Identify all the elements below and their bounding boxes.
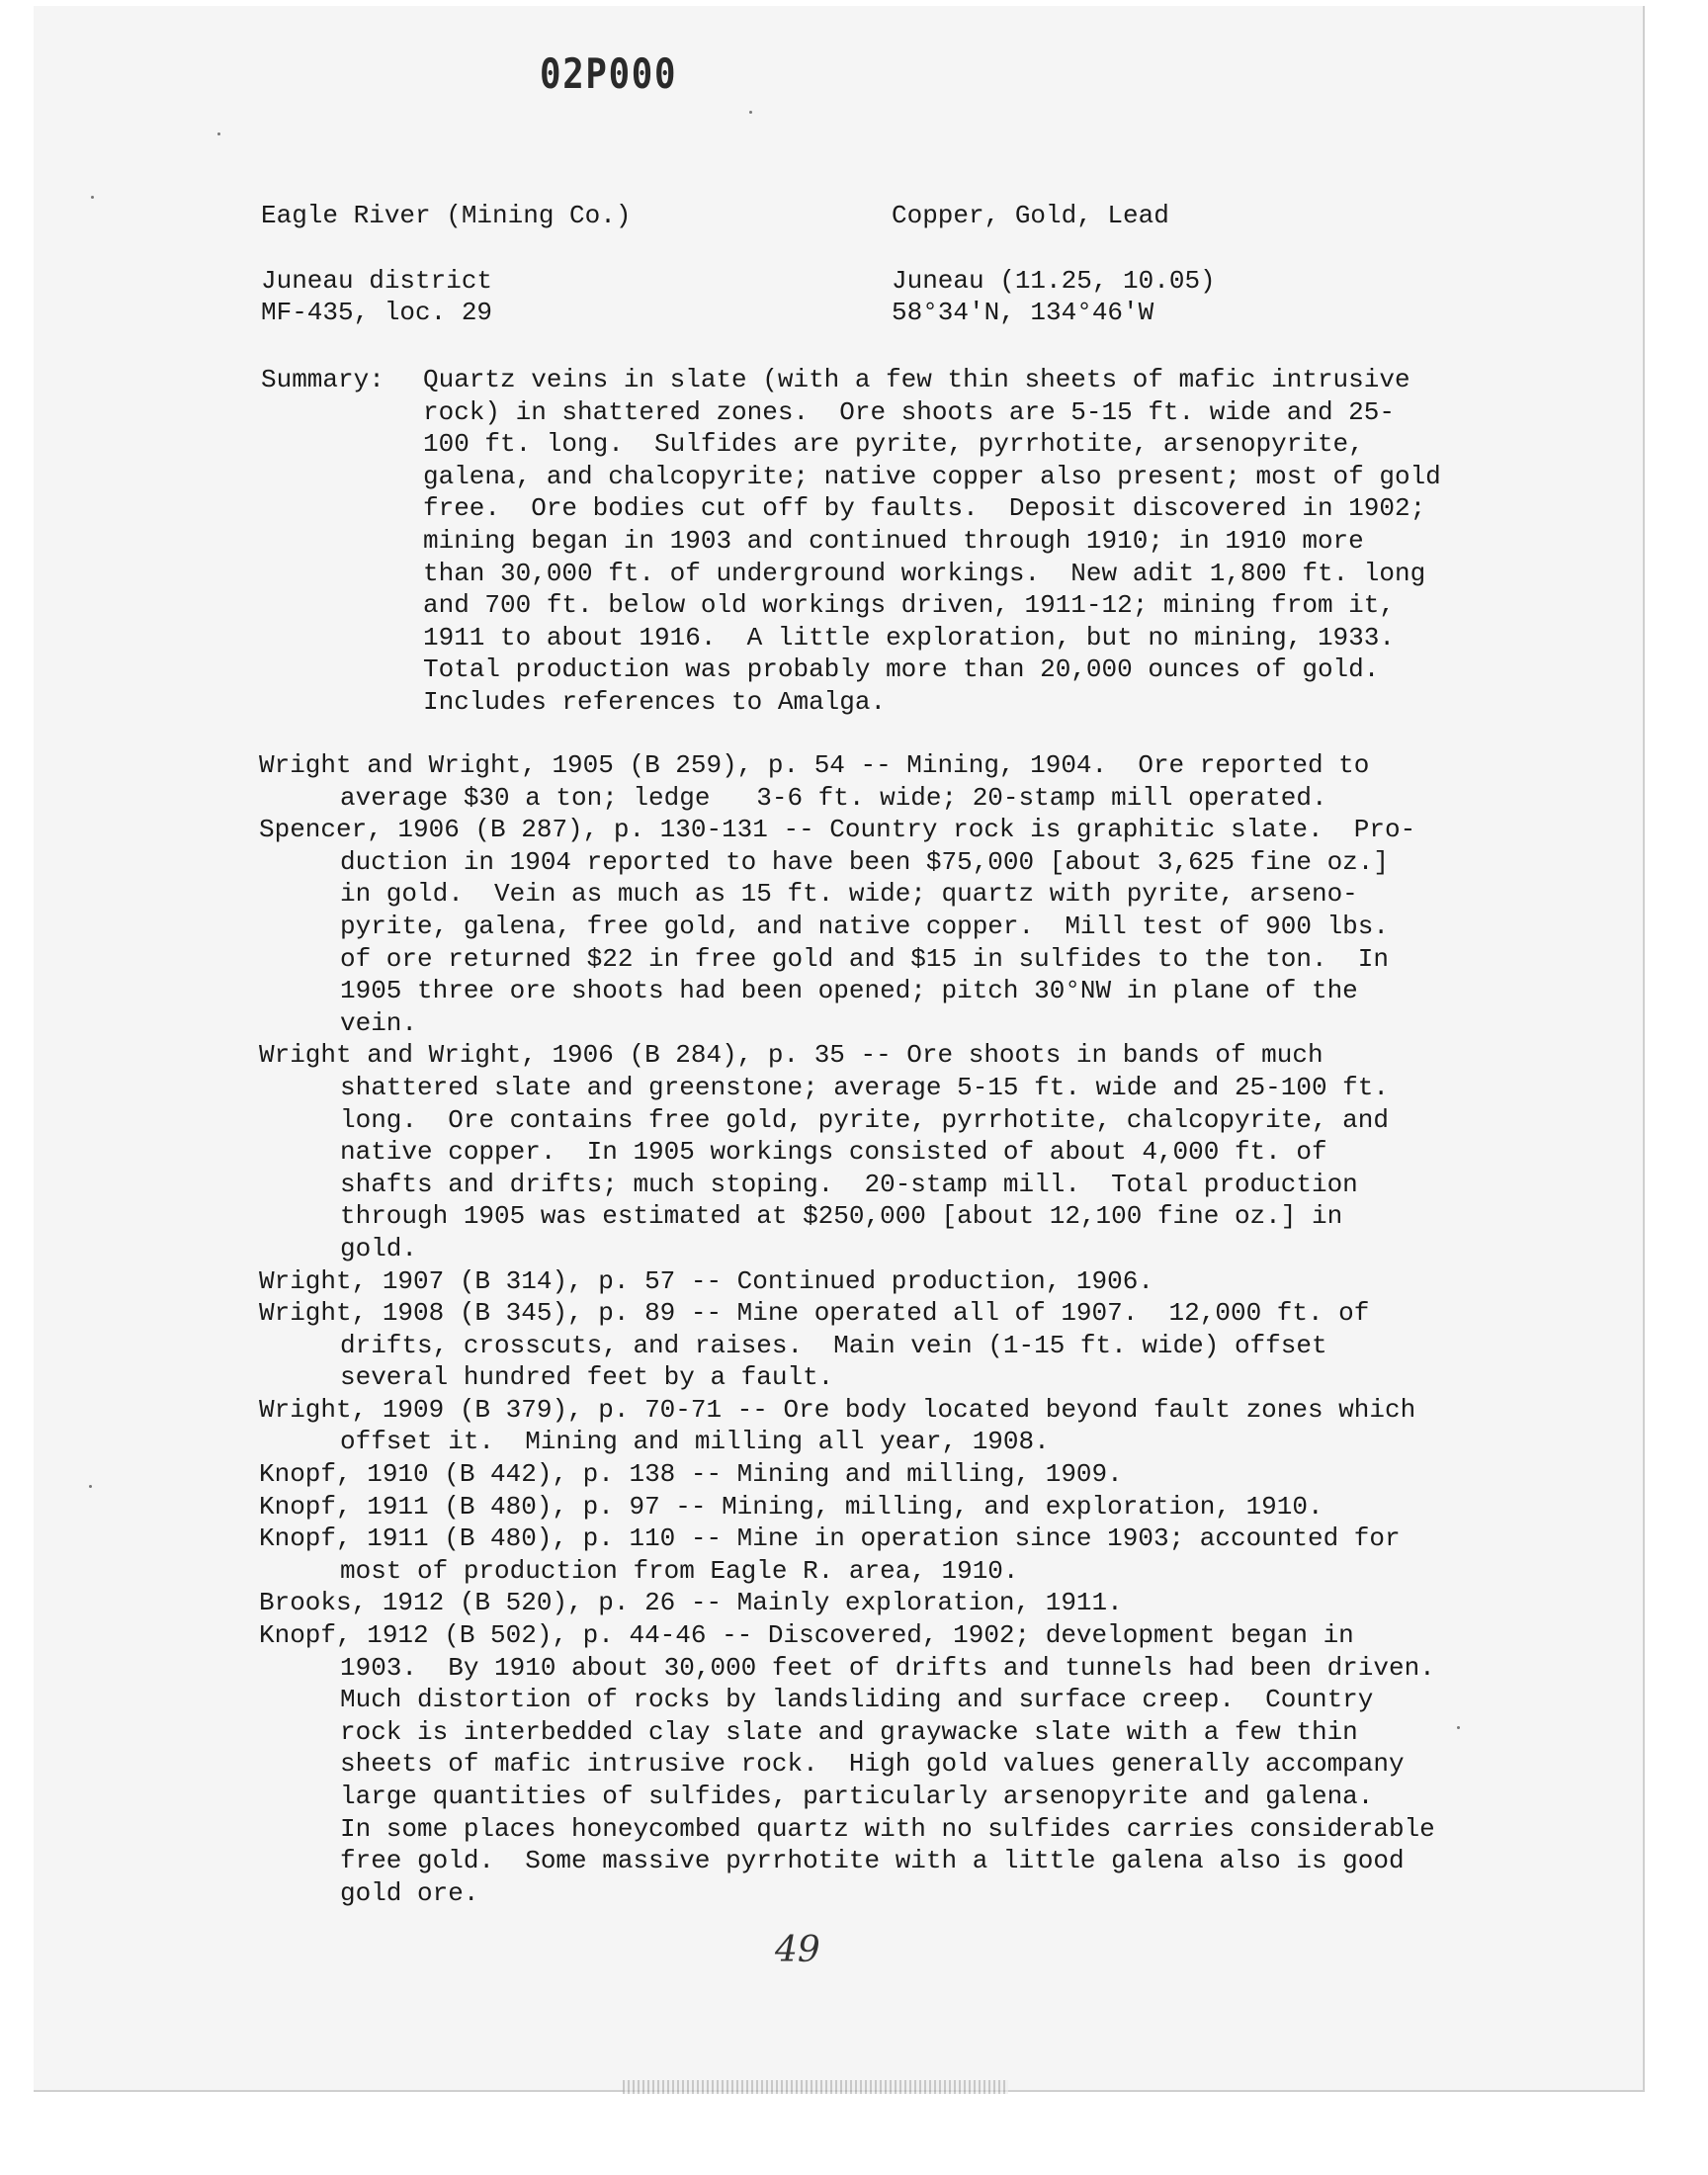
summary-line: and 700 ft. below old workings driven, 1911-12; mining from it, [423,590,1395,621]
reference-continuation-line: vein. [340,1007,418,1038]
reference-entry [259,1297,1504,1394]
reference-continuation-line: most of production from Eagle R. area, 1910. [340,1555,1019,1586]
reference-entry [259,1491,1504,1523]
reference-continuation-line: several hundred feet by a fault. [340,1362,834,1393]
summary-line: than 30,000 ft. of underground workings. New adit 1,800 ft. long [423,558,1426,588]
summary-line: Includes references to Amalga. [423,686,887,717]
summary-label: Summary: [261,365,384,394]
page-number: 49 [775,1930,820,1970]
reference-citation-line: Wright, 1908 (B 345), p. 89 -- Mine operated all of 1907. 12,000 ft. of [259,1298,1370,1329]
summary-text [423,364,1510,719]
references-list [259,749,1504,1909]
scan-speck [1457,1726,1460,1729]
reference-continuation-line: offset it. Mining and milling all year, 1908. [340,1427,1050,1457]
summary-line: 100 ft. long. Sulfides are pyrite, pyrrhotite, arsenopyrite, [423,429,1364,460]
document-page [34,6,1645,2092]
reference-citation-line: Knopf, 1912 (B 502), p. 44-46 -- Discovered, 1902; development began in [259,1620,1354,1651]
reference-citation-line: Brooks, 1912 (B 520), p. 26 -- Mainly exploration, 1911. [259,1588,1123,1618]
reference-continuation-line: native copper. In 1905 workings consisted of about 4,000 ft. of [340,1137,1327,1168]
reference-citation-line: Wright and Wright, 1905 (B 259), p. 54 -- Mining, 1904. Ore reported to [259,750,1370,780]
scan-speck [217,132,220,135]
property-name: Eagle River (Mining Co.) [261,201,632,230]
reference-entry [259,1522,1504,1587]
reference-continuation-line: large quantities of sulfides, particularly arsenopyrite and galena. [340,1782,1374,1811]
coordinates: 58°34'N, 134°46'W [892,298,1154,327]
document-stamp-number: 02P000 [540,49,678,98]
reference-continuation-line: rock is interbedded clay slate and graywacke slate with a few thin [340,1716,1358,1747]
reference-continuation-line: gold ore. [340,1877,479,1908]
reference-entry [259,749,1504,814]
reference-continuation-line: shafts and drifts; much stoping. 20-stamp mill. Total production [340,1169,1358,1199]
reference-entry [259,1458,1504,1491]
reference-continuation-line: of ore returned $22 in free gold and $15 in sulfides to the ton. In [340,943,1389,974]
reference-citation-line: Wright, 1907 (B 314), p. 57 -- Continued production, 1906. [259,1265,1153,1296]
reference-continuation-line: duction in 1904 reported to have been $75,000 [about 3,625 fine oz.] [340,846,1389,877]
reference-continuation-line: gold. [340,1233,418,1263]
summary-line: Total production was probably more than 20,000 ounces of gold. [423,654,1380,685]
reference-citation-line: Knopf, 1911 (B 480), p. 97 -- Mining, milling, and exploration, 1910. [259,1491,1324,1522]
reference-continuation-line: free gold. Some massive pyrrhotite with a little galena also is good [340,1846,1405,1876]
summary-line: Quartz veins in slate (with a few thin sheets of mafic intrusive [423,365,1410,394]
reference-entry [259,1039,1504,1264]
reference-continuation-line: pyrite, galena, free gold, and native copper. Mill test of 900 lbs. [340,911,1389,941]
reference-continuation-line: long. Ore contains free gold, pyrite, pyrrhotite, chalcopyrite, and [340,1104,1389,1135]
reference-citation-line: Knopf, 1911 (B 480), p. 110 -- Mine in operation since 1903; accounted for [259,1523,1401,1554]
scan-speck [749,111,752,114]
summary-line: mining began in 1903 and continued through 1910; in 1910 more [423,525,1364,556]
summary-line: rock) in shattered zones. Ore shoots are 5-15 ft. wide and 25- [423,396,1395,427]
reference-continuation-line: drifts, crosscuts, and raises. Main vein (1-15 ft. wide) offset [340,1330,1327,1360]
reference-entry [259,1587,1504,1619]
map-reference: MF-435, loc. 29 [261,298,493,327]
scan-edge-artifact [623,2080,1008,2094]
reference-entry [259,1265,1504,1298]
reference-continuation-line: sheets of mafic intrusive rock. High gold values generally accompany [340,1749,1405,1780]
reference-continuation-line: in gold. Vein as much as 15 ft. wide; quartz with pyrite, arseno- [340,879,1358,910]
reference-continuation-line: through 1905 was estimated at $250,000 [about 12,100 fine oz.] in [340,1201,1343,1232]
scan-speck [89,1485,92,1488]
summary-line: free. Ore bodies cut off by faults. Deposit discovered in 1902; [423,493,1426,524]
reference-continuation-line: 1903. By 1910 about 30,000 feet of drifts and tunnels had been driven. [340,1652,1435,1683]
reference-citation-line: Knopf, 1910 (B 442), p. 138 -- Mining and milling, 1909. [259,1459,1123,1490]
summary-line: galena, and chalcopyrite; native copper also present; most of gold [423,461,1441,491]
reference-entry [259,1619,1504,1909]
reference-continuation-line: In some places honeycombed quartz with no sulfides carries considerable [340,1813,1435,1844]
commodities: Copper, Gold, Lead [892,201,1169,230]
reference-entry [259,1394,1504,1458]
reference-citation-line: Wright, 1909 (B 379), p. 70-71 -- Ore body located beyond fault zones which [259,1394,1416,1425]
district: Juneau district [261,266,493,296]
reference-continuation-line: average $30 a ton; ledge 3-6 ft. wide; 20-stamp mill operated. [340,782,1327,813]
reference-citation-line: Spencer, 1906 (B 287), p. 130-131 -- Country rock is graphitic slate. Pro- [259,815,1416,845]
reference-entry [259,814,1504,1039]
reference-citation-line: Wright and Wright, 1906 (B 284), p. 35 -- Ore shoots in bands of much [259,1040,1324,1071]
quadrangle: Juneau (11.25, 10.05) [892,266,1216,296]
summary-line: 1911 to about 1916. A little exploration, but no mining, 1933. [423,622,1395,652]
reference-continuation-line: 1905 three ore shoots had been opened; pitch 30°NW in plane of the [340,976,1358,1006]
reference-continuation-line: shattered slate and greenstone; average 5-15 ft. wide and 25-100 ft. [340,1072,1389,1102]
scan-speck [91,196,94,199]
reference-continuation-line: Much distortion of rocks by landsliding and surface creep. Country [340,1685,1374,1715]
